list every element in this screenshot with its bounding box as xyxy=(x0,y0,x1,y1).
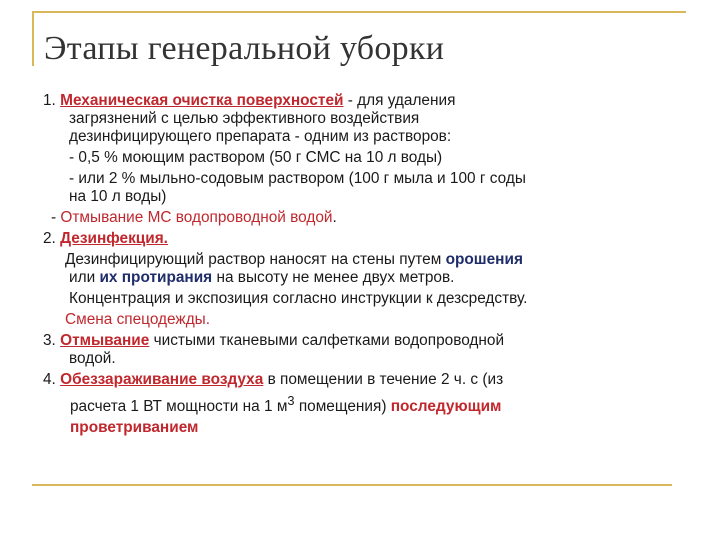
body-line: на 10 л воды) xyxy=(69,188,167,205)
highlight-term: их протирания xyxy=(99,269,213,286)
step-number: 2. xyxy=(43,230,61,247)
body-line: - или 2 % мыльно-содовым раствором (100 г мыла и 100 г соды xyxy=(69,170,526,187)
step-number: 3. xyxy=(43,332,61,349)
emphasis-text: последующим xyxy=(390,398,502,416)
body-line: загрязнений с целью эффективного воздействия xyxy=(69,110,420,127)
body-line xyxy=(43,392,703,416)
step-number: 1. xyxy=(43,92,61,109)
frame-top-rule xyxy=(32,11,686,13)
rinse-text: Отмывание МС водопроводной водой xyxy=(60,209,333,226)
step-number: 4. xyxy=(43,371,61,388)
emphasis-text: проветриванием xyxy=(70,419,199,437)
body-line xyxy=(43,251,703,269)
step-2-line xyxy=(43,230,703,248)
body-text: расчета 1 ВТ мощности на 1 м xyxy=(70,398,288,416)
slide-body xyxy=(43,92,703,437)
red-text: Смена спецодежды. xyxy=(65,311,211,328)
body-line: - 0,5 % моющим раствором (50 г СМС на 10 л воды) xyxy=(69,149,443,166)
body-line: водой. xyxy=(69,350,116,367)
step-heading: Отмывание xyxy=(60,332,150,349)
body-line xyxy=(43,269,703,287)
dash: - xyxy=(51,209,61,226)
period: . xyxy=(332,209,337,226)
body-line xyxy=(43,419,703,437)
step-heading: Обеззараживание воздуха xyxy=(60,371,264,388)
body-line: дезинфицирующего препарата - одним из растворов: xyxy=(69,128,452,145)
body-text: или xyxy=(69,269,100,286)
body-line: Концентрация и экспозиция согласно инструкции к дезсредству. xyxy=(69,290,528,307)
body-text: помещения) xyxy=(294,398,391,416)
step-heading: Механическая очистка поверхностей xyxy=(60,92,344,109)
change-clothes-line xyxy=(43,311,703,329)
frame-left-rule xyxy=(32,11,34,66)
superscript: 3 xyxy=(287,393,295,408)
step-text: в помещении в течение 2 ч. с (из xyxy=(263,371,504,388)
body-text: на высоту не менее двух метров. xyxy=(212,269,455,286)
frame-bottom-rule xyxy=(32,484,672,486)
rinse-line xyxy=(43,209,703,227)
step-4-line xyxy=(43,371,703,389)
body-text: Дезинфицирующий раствор наносят на стены путем xyxy=(65,251,446,268)
highlight-term: орошения xyxy=(445,251,523,268)
step-heading: Дезинфекция. xyxy=(60,230,168,247)
step-text: - для удаления xyxy=(343,92,456,109)
step-1-line xyxy=(43,92,703,110)
step-text: чистыми тканевыми салфетками водопроводной xyxy=(149,332,505,349)
step-3-line xyxy=(43,332,703,350)
slide-title: Этапы генеральной уборки xyxy=(44,30,445,67)
